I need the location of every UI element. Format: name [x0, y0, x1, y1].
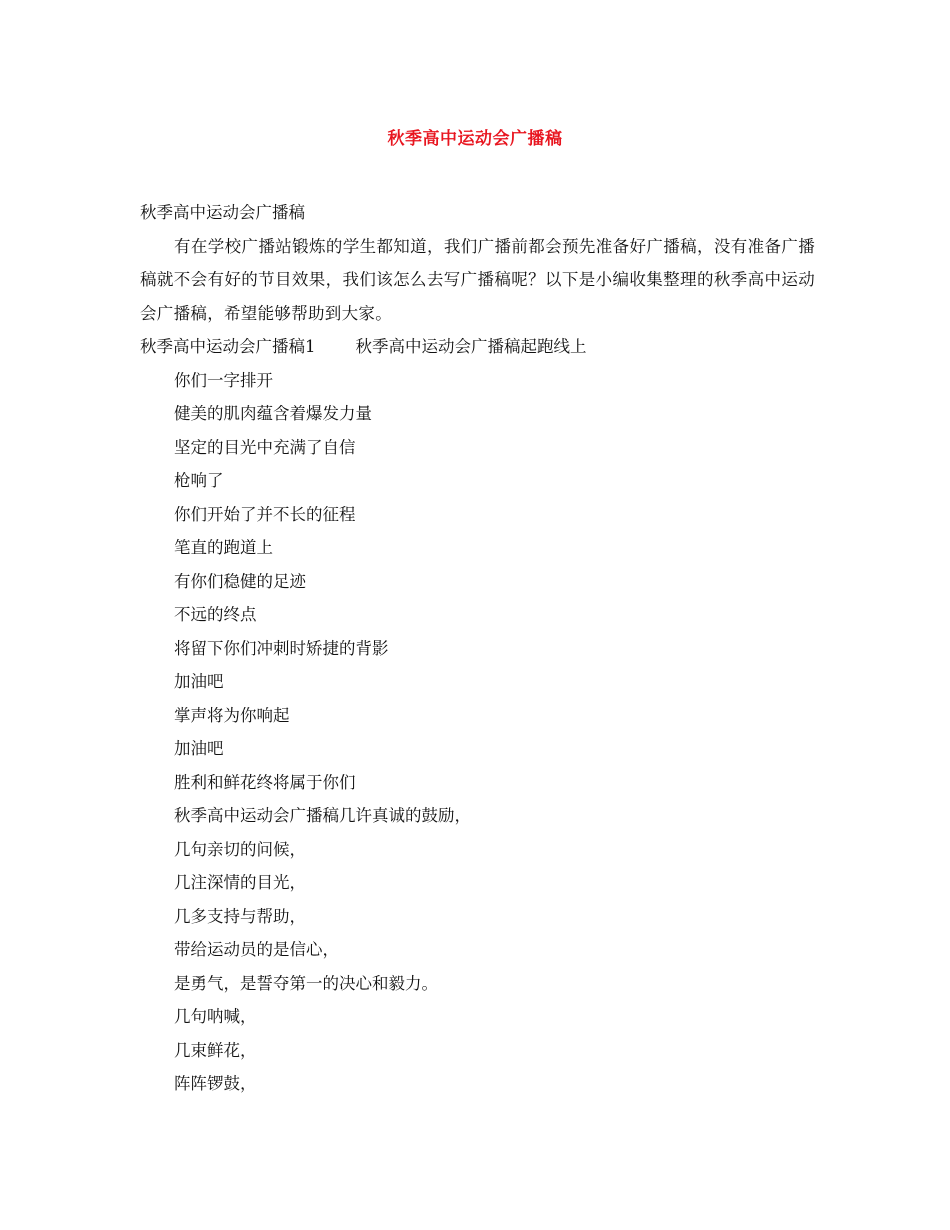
poem-line: 你们一字排开 — [174, 370, 273, 390]
poem-line: 你们开始了并不长的征程 — [174, 504, 356, 524]
section-heading-row — [140, 330, 815, 364]
poem-line: 胜利和鲜花终将属于你们 — [174, 772, 356, 792]
poem-line: 将留下你们冲刺时矫捷的背影 — [174, 638, 389, 658]
document-subtitle: 秋季高中运动会广播稿 — [140, 203, 305, 222]
document-body — [140, 196, 815, 1101]
poem-line: 加油吧 — [174, 672, 224, 691]
poem-line: 几句呐喊， — [174, 1007, 257, 1026]
section-heading: 秋季高中运动会广播稿1 — [140, 337, 316, 356]
poem-line: 健美的肌肉蕴含着爆发力量 — [174, 404, 372, 423]
poem-line: 几多支持与帮助， — [174, 906, 306, 926]
intro-paragraph: 有在学校广播站锻炼的学生都知道，我们广播前都会预先准备好广播稿，没有准备广播稿就不会有好的节目效果，我们该怎么去写广播稿呢？以下是小编收集整理的秋季高中运动会广播稿，希望能够帮助到大家。 — [140, 236, 815, 323]
document-title: 秋季高中运动会广播稿 — [387, 129, 563, 149]
poem-line: 有你们稳健的足迹 — [174, 571, 306, 591]
poem-line: 笔直的跑道上 — [174, 538, 273, 557]
poem-line: 是勇气，是誓夺第一的决心和毅力。 — [174, 973, 438, 993]
poem-line: 坚定的目光中充满了自信 — [174, 437, 356, 457]
poem-line: 几注深情的目光， — [174, 873, 306, 892]
poem-lines — [140, 364, 815, 1101]
section-heading-continuation: 秋季高中运动会广播稿起跑线上 — [355, 337, 587, 356]
poem-line: 几束鲜花， — [174, 1040, 257, 1060]
poem-line: 几句亲切的问候， — [174, 839, 306, 859]
poem-line: 掌声将为你响起 — [174, 705, 290, 725]
poem-line: 加油吧 — [174, 739, 224, 758]
poem-line: 不远的终点 — [174, 605, 257, 624]
poem-line: 枪响了 — [174, 471, 224, 490]
poem-line: 阵阵锣鼓， — [174, 1074, 257, 1093]
poem-line: 秋季高中运动会广播稿几许真诚的鼓励， — [174, 806, 471, 825]
poem-line: 带给运动员的是信心， — [174, 940, 339, 959]
